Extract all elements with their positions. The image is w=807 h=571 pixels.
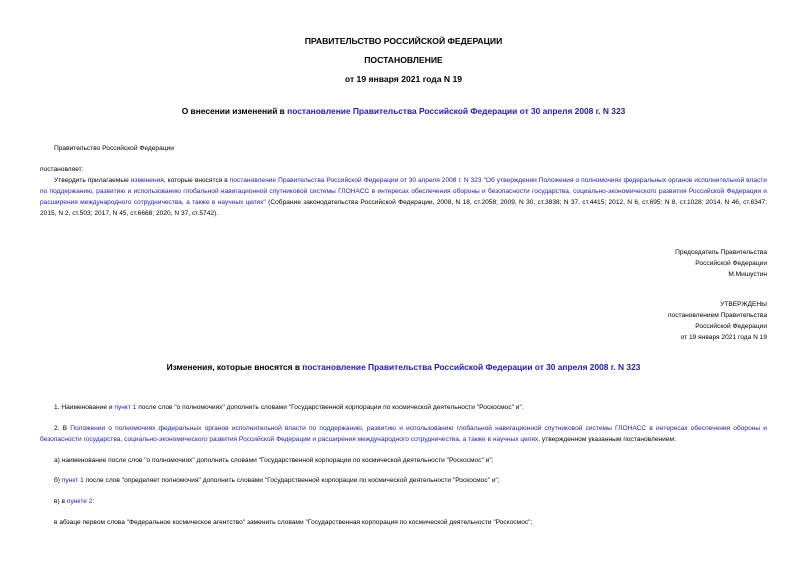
item-v-text-1: в) в — [54, 498, 67, 505]
signature-line-3: М.Мишустин — [728, 271, 767, 278]
signature-line-2: Российской Федерации — [695, 260, 767, 267]
item-b-text-2: после слов "определяет полномочия" дополнить словами "Государственной корпорации по космической деятельности "Роскосмос" и"; — [83, 477, 500, 484]
item-v-link[interactable]: пункте 2 — [66, 498, 93, 505]
item-b — [54, 475, 770, 486]
document-title — [0, 106, 807, 116]
title-link[interactable]: постановление Правительства Российской Федерации от 30 апреля 2008 г. N 323 — [287, 106, 626, 116]
item-v-text-2: : — [92, 498, 95, 505]
main-para-text-2: , которые вносятся в — [163, 177, 230, 184]
item-v-1: в абзаце первом слова "Федеральное космическое агентство" заменить словами "Государственная корпорация по космической деятельности "Роскосмос"; — [54, 519, 533, 526]
approved-line-4: от 19 января 2021 года N 19 — [680, 334, 767, 341]
signature-line-1: Председатель Правительства — [675, 249, 767, 256]
approved-line-3: Российской Федерации — [695, 323, 767, 330]
item-1-link[interactable]: пункт 1 — [114, 404, 137, 411]
doc-type-heading: ПОСТАНОВЛЕНИЕ — [364, 55, 443, 65]
item-b-link[interactable]: пункт 1 — [61, 477, 84, 484]
decides-text: постановляет: — [40, 166, 84, 173]
issuer-text: Правительство Российской Федерации — [54, 145, 174, 152]
signature-block — [675, 247, 767, 280]
approved-line-2: постановлением Правительства — [667, 312, 767, 319]
changes-title-link[interactable]: постановление Правительства Российской Федерации от 30 апреля 2008 г. N 323 — [302, 362, 641, 372]
item-1 — [54, 402, 770, 413]
main-para-text-3: (Собрание законодательства Российской Федерации, 2008, N 18, ст.2058; 2009, N 30, ст.3838; N 37, ст.4415; 2012, N 6, ст.695; N 8, ст.1028; 2014, N 46, ст.6347; 2015, N 2, ст.503; 2017, N 45, ст.6668; 2020, N 37, ст.5742). — [40, 199, 767, 217]
resolution-323-link[interactable]: постановление Правительства Российской Федерации от 30 апреля 2008 г. N 323 "Об утверждении Положения о полномочиях федеральных органов исполнительной власти по поддержанию, развитию и использованию глобальной навигационной спутниковой системы ГЛОНАСС в интересах обеспечения обороны и безопасности государства, социально-экономического развития Российской Федерации и расширения международного сотрудничества, а также в научных целях" — [40, 177, 767, 206]
item-1-text-2: после слов "о полномочиях" дополнить словами "Государственной корпорации по космической деятельности "Роскосмос" и". — [136, 404, 524, 411]
changes-title — [0, 362, 807, 372]
title-prefix: О внесении изменений в — [181, 106, 288, 116]
changes-link[interactable]: изменения — [130, 177, 164, 184]
date-heading: от 19 января 2021 года N 19 — [344, 74, 463, 84]
main-paragraph — [40, 175, 767, 219]
item-2-text-1: 2. В — [54, 425, 71, 432]
item-1-text-1: 1. Наименование и — [54, 404, 115, 411]
main-para-text-1: Утвердить прилагаемые — [54, 177, 131, 184]
item-b-text-1: б) — [54, 477, 62, 484]
item-a: а) наименование после слов "о полномочиях" дополнить словами "Государственной корпорации по космической деятельности "Роскосмос" и"; — [54, 457, 494, 464]
changes-title-prefix: Изменения, которые вносятся в — [166, 362, 303, 372]
item-2-text-2: , утвержденном указанным постановлением: — [538, 436, 676, 443]
item-v — [54, 496, 770, 507]
item-2 — [40, 423, 767, 445]
org-heading: ПРАВИТЕЛЬСТВО РОССИЙСКОЙ ФЕДЕРАЦИИ — [304, 36, 503, 46]
approved-line-1: УТВЕРЖДЕНЫ — [720, 301, 767, 308]
regulation-link[interactable]: Положении о полномочиях федеральных органов исполнительной власти по поддержанию, развитию и использованию глобальной навигационной спутниковой системы ГЛОНАСС в интересах обеспечения обороны и безопасности государства, социально-экономического развития Российской Федерации и расширения международного сотрудничества, а также в научных целях — [40, 425, 767, 443]
approved-block — [668, 299, 767, 343]
